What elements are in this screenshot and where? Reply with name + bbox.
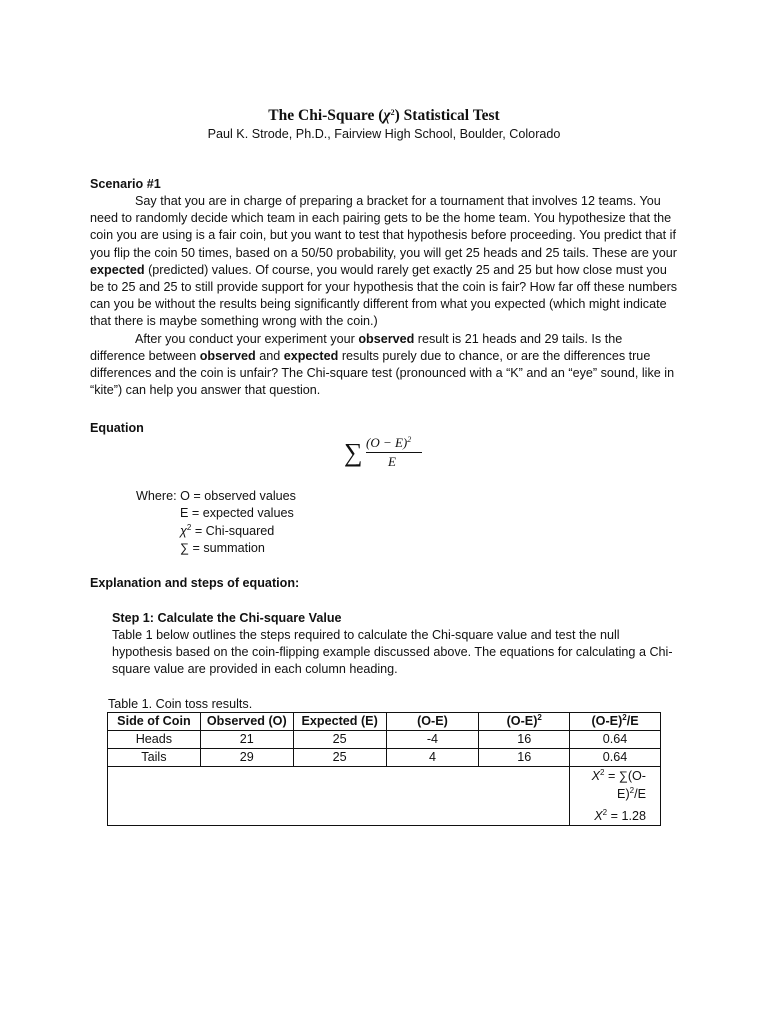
- bold-term: observed: [358, 331, 415, 346]
- table-cell: 0.64: [570, 749, 661, 767]
- title-text: The Chi-Square (: [268, 107, 384, 124]
- table-cell: 0.64: [570, 731, 661, 749]
- title-text-suffix: ) Statistical Test: [394, 107, 500, 124]
- scenario-paragraph-1: [90, 193, 680, 331]
- table-empty-cell: [108, 767, 570, 826]
- bold-term: expected: [90, 262, 145, 277]
- equation-heading: Equation: [90, 421, 144, 435]
- bold-term: observed: [199, 348, 256, 363]
- title-superscript: 2: [390, 108, 395, 117]
- table-caption: Table 1. Coin toss results.: [108, 697, 253, 711]
- text-run: (predicted) values. Of course, you would rarely get exactly 25 and 25 but how close must you be to 25 and 25 to still provide support for your hypothesis that the coin is fair? How far off these numbers can you be without the results being significantly different from what you expected (which might indicate that there is maybe something wrong with the coin.): [90, 262, 678, 329]
- bold-term: expected: [283, 348, 339, 363]
- legend-summation: ∑ = summation: [180, 541, 265, 556]
- equation-numerator: $(O - E)^2$: [366, 435, 412, 450]
- table-cell: Tails: [108, 749, 201, 767]
- text-run: Say that you are in charge of preparing a bracket for a tournament that involves 12 teams. You need to randomly decide which team in each pairing gets to be the home team. You hypothesize that the coin you are using is a fair coin, but you want to test that hypothesis before proceeding. You predict that if you flip the coin 50 times, based on a 50/50 probability, you will get 25 heads and 25 tails. These are your: [90, 194, 677, 260]
- table-header-cell: Side of Coin: [108, 713, 201, 731]
- document-author: Paul K. Strode, Ph.D., Fairview High School, Boulder, Colorado: [207, 127, 561, 141]
- legend-observed: Where: O = observed values: [136, 489, 296, 503]
- table-cell: 16: [479, 749, 570, 767]
- chi-square-result-cell: [570, 767, 661, 826]
- table-header-row: [108, 713, 661, 731]
- table-header-cell: (O-E): [386, 713, 479, 731]
- chi-square-value: $X^2 = 1.28$: [594, 808, 646, 823]
- chi-square-formula: $X^2 = \sum(O-E)^2/E$: [591, 768, 646, 801]
- table-cell: 25: [293, 731, 386, 749]
- table-cell: 21: [200, 731, 293, 749]
- fraction-bar: [366, 452, 422, 453]
- table-header-cell: $(O-E)^2/E$: [570, 713, 661, 731]
- scenario-paragraph-2: [90, 331, 680, 400]
- chi-square-equation: [344, 436, 434, 472]
- step1-heading: Step 1: Calculate the Chi-square Value: [112, 611, 342, 625]
- table-cell: 4: [386, 749, 479, 767]
- table-header-cell: $(O-E)^2$: [479, 713, 570, 731]
- table-cell: -4: [386, 731, 479, 749]
- equation-denominator: E: [388, 454, 396, 469]
- equation-legend: [136, 488, 296, 558]
- legend-chi-squared: $\chi^2$ = Chi-squared: [180, 522, 275, 538]
- coin-toss-table: [107, 712, 661, 826]
- table-row: [108, 731, 661, 749]
- text-run: result is 21 heads and 29 tails. Is the difference between: [90, 331, 623, 363]
- legend-expected: E = expected values: [180, 506, 294, 521]
- table-cell: 16: [479, 731, 570, 749]
- scenario-heading: Scenario #1: [90, 177, 161, 191]
- table-header-cell: Expected (E): [293, 713, 386, 731]
- summation-symbol: ∑: [344, 438, 363, 467]
- table-cell: Heads: [108, 731, 201, 749]
- table-summary-row: [108, 767, 661, 826]
- table-cell: 25: [293, 749, 386, 767]
- table-header-cell: Observed (O): [200, 713, 293, 731]
- step1-text: Table 1 below outlines the steps required to calculate the Chi-square value and test the null hypothesis based on the coin-flipping example discussed above. The equations for calculating a Chi-square value are provided in each column heading.: [112, 628, 673, 677]
- explanation-heading: Explanation and steps of equation:: [90, 576, 300, 590]
- title-chi-symbol: χ: [383, 107, 391, 124]
- table-cell: 29: [200, 749, 293, 767]
- scenario-body: [90, 193, 680, 399]
- text-run: and: [255, 348, 284, 363]
- document-title: [0, 106, 768, 126]
- text-run: results purely due to chance, or are the differences true differences and the coin is unfair? The Chi-square test (pronounced with a “K” and an “eye” sound, like in “kite”) can help you answer that question.: [90, 348, 675, 398]
- text-run: After you conduct your experiment your: [135, 331, 359, 346]
- table-row: [108, 749, 661, 767]
